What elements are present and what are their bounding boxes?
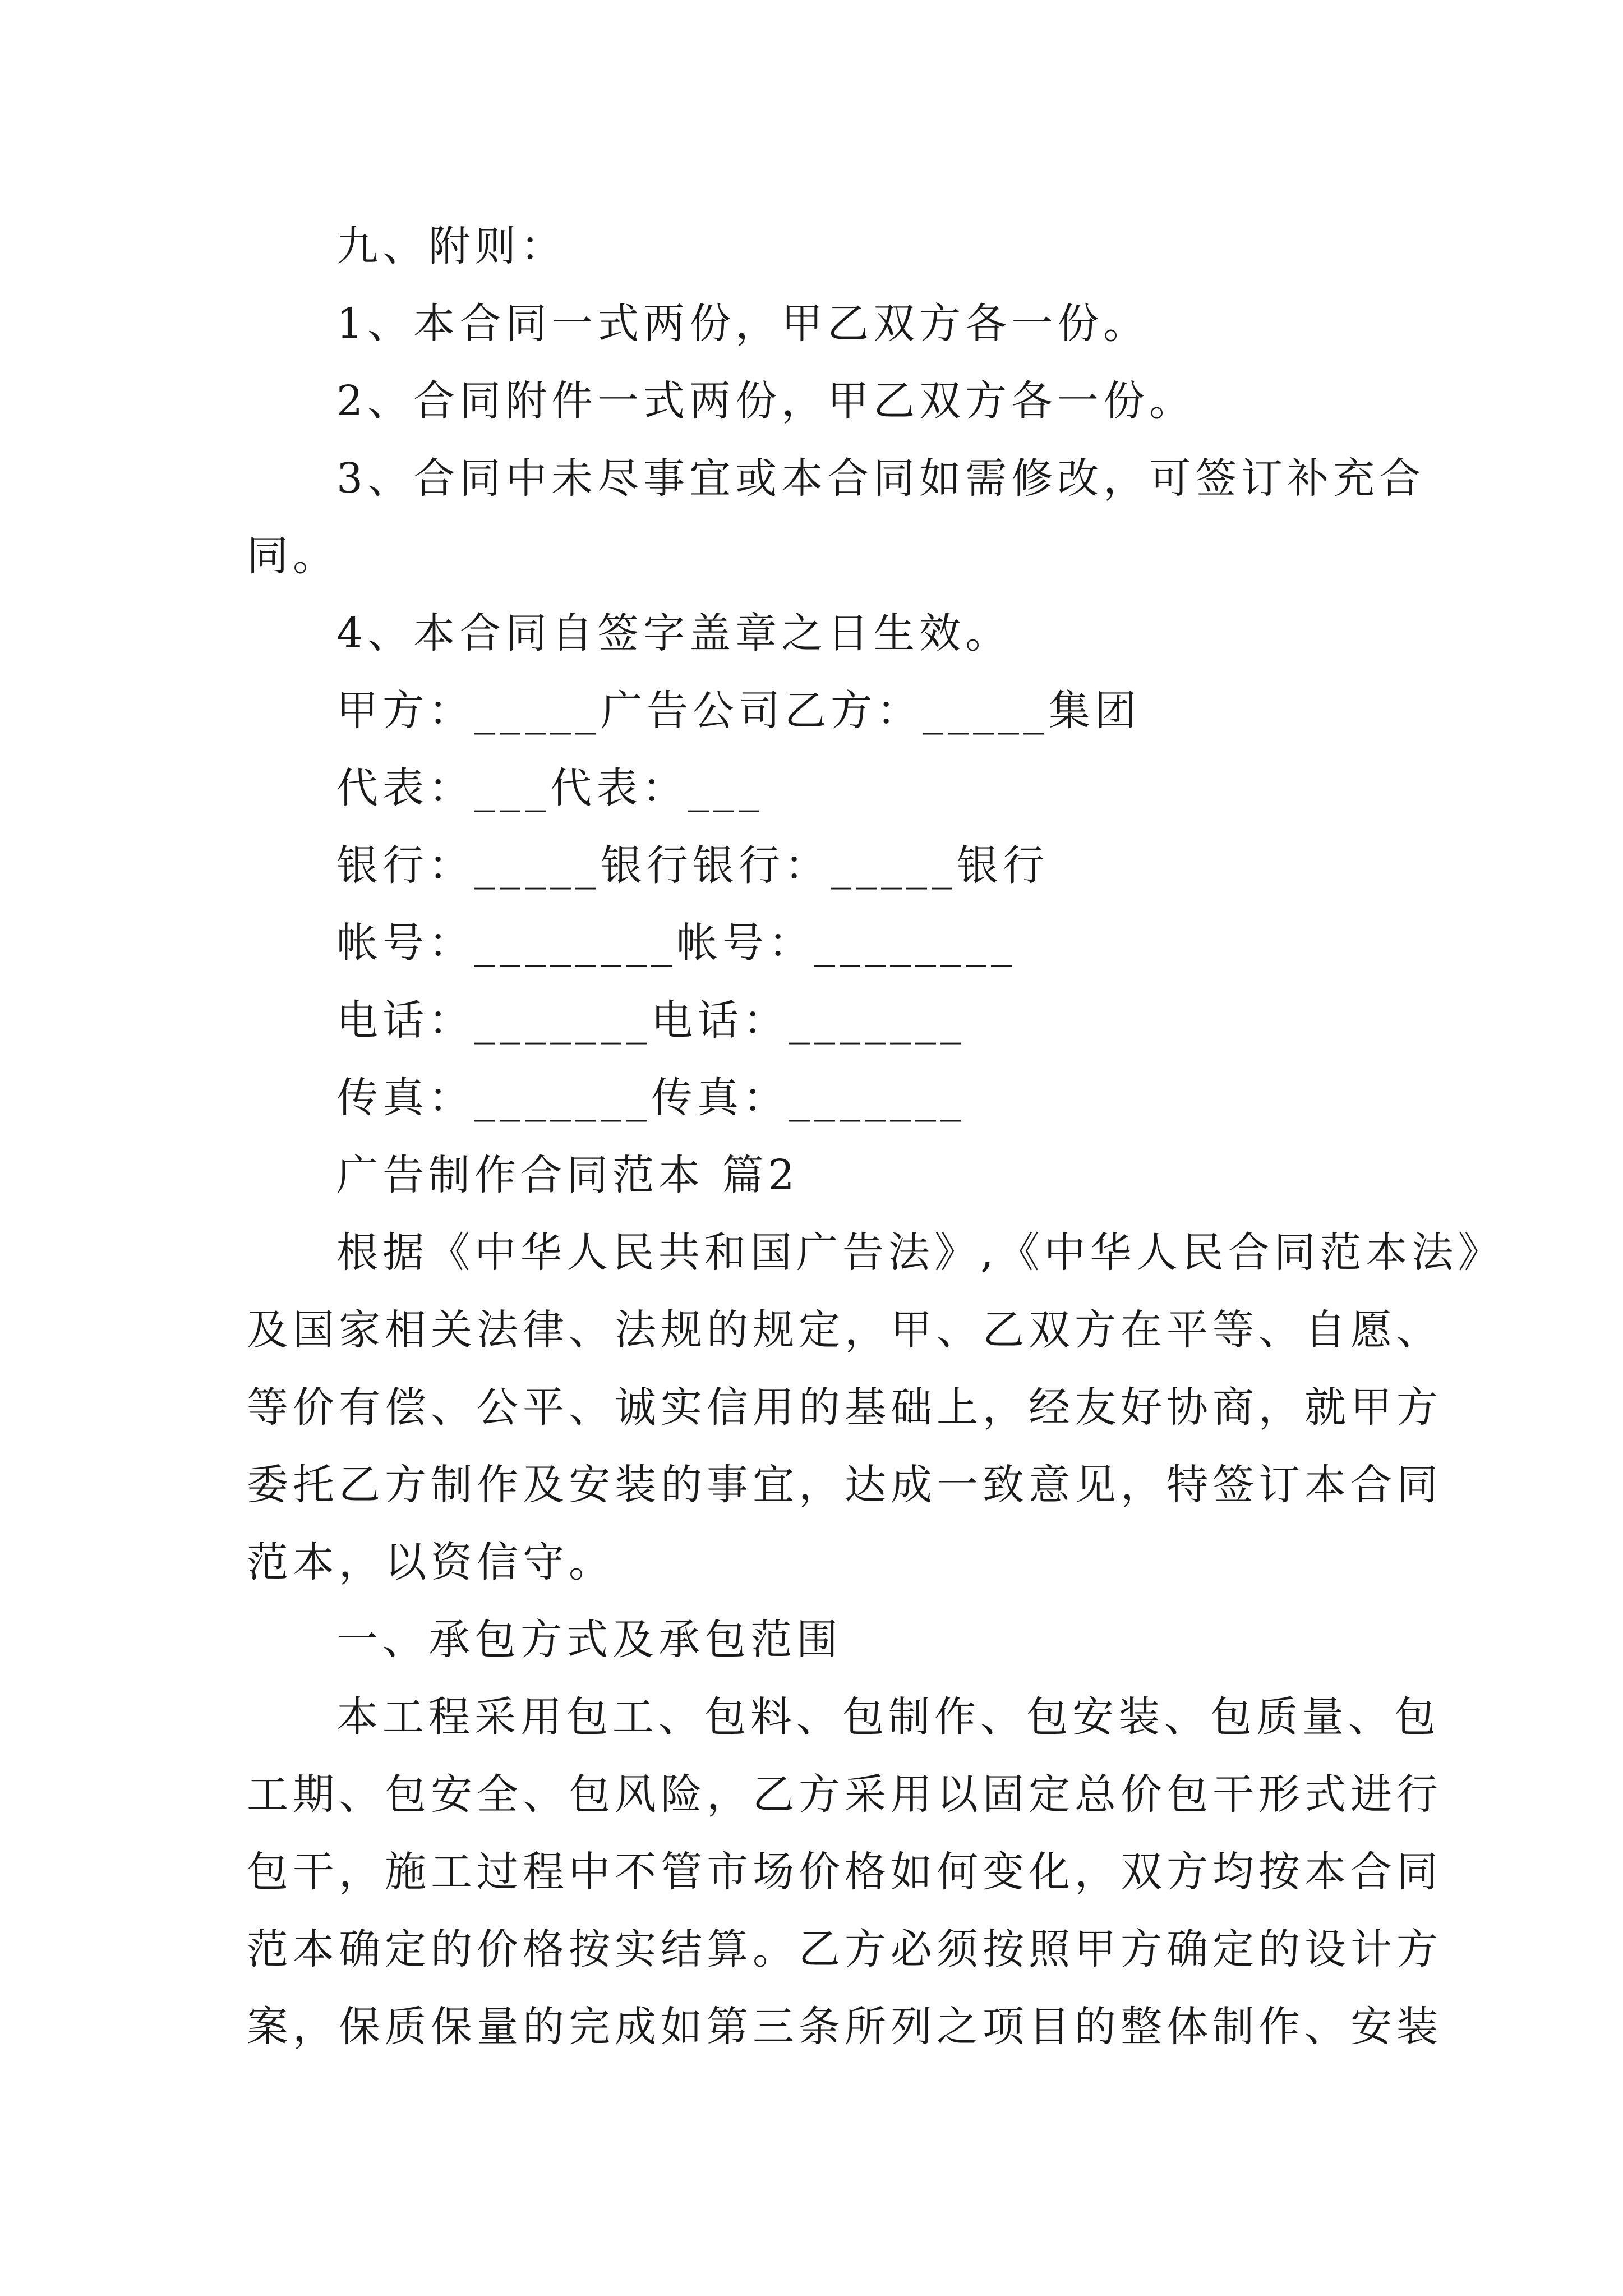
clause-line: 2、合同附件一式两份，甲乙双方各一份。 (336, 377, 1196, 425)
clause-line: 1、本合同一式两份，甲乙双方各一份。 (336, 300, 1150, 348)
paragraph-line: 及国家相关法律、法规的规定，甲、乙双方在平等、自愿、 (247, 1306, 1442, 1354)
paragraph-line: 根据《中华人民共和国广告法》,《中华人民合同范本法》 (336, 1228, 1504, 1277)
signature-fax-line: 传真：_______传真：_______ (336, 1074, 966, 1122)
signature-representative-line: 代表：___代表：___ (336, 764, 764, 812)
signature-bank-line: 银行：_____银行银行：_____银行 (336, 841, 1049, 890)
paragraph-line: 工期、包安全、包风险，乙方采用以固定总价包干形式进行 (247, 1770, 1442, 1819)
signature-party-line: 甲方：_____广告公司乙方：_____集团 (336, 687, 1141, 735)
clause-line-continuation: 同。 (247, 532, 339, 580)
paragraph-line: 范本确定的价格按实结算。乙方必须按照甲方确定的设计方 (247, 1925, 1442, 1973)
signature-phone-line: 电话：_______电话：_______ (336, 996, 966, 1045)
paragraph-line: 本工程采用包工、包料、包制作、包安装、包质量、包 (336, 1693, 1440, 1741)
document-subtitle: 广告制作合同范本 篇2 (336, 1151, 799, 1199)
paragraph-line: 范本，以资信守。 (247, 1538, 615, 1586)
paragraph-line: 包干，施工过程中不管市场价格如何变化，双方均按本合同 (247, 1848, 1442, 1896)
paragraph-line: 等价有偿、公平、诚实信用的基础上，经友好协商，就甲方 (247, 1383, 1442, 1432)
clause-line: 3、合同中未尽事宜或本合同如需修改，可签订补充合 (336, 454, 1426, 503)
clause-line: 4、本合同自签字盖章之日生效。 (336, 609, 1012, 657)
paragraph-line: 案，保质保量的完成如第三条所列之项目的整体制作、安装 (247, 2003, 1442, 2051)
paragraph-line: 委托乙方制作及安装的事宜，达成一致意见，特签订本合同 (247, 1461, 1442, 1509)
signature-account-line: 帐号：________帐号：________ (336, 919, 1016, 967)
section-heading-appendix: 九、附则： (336, 222, 566, 270)
section-heading-contract-scope: 一、承包方式及承包范围 (336, 1616, 842, 1664)
